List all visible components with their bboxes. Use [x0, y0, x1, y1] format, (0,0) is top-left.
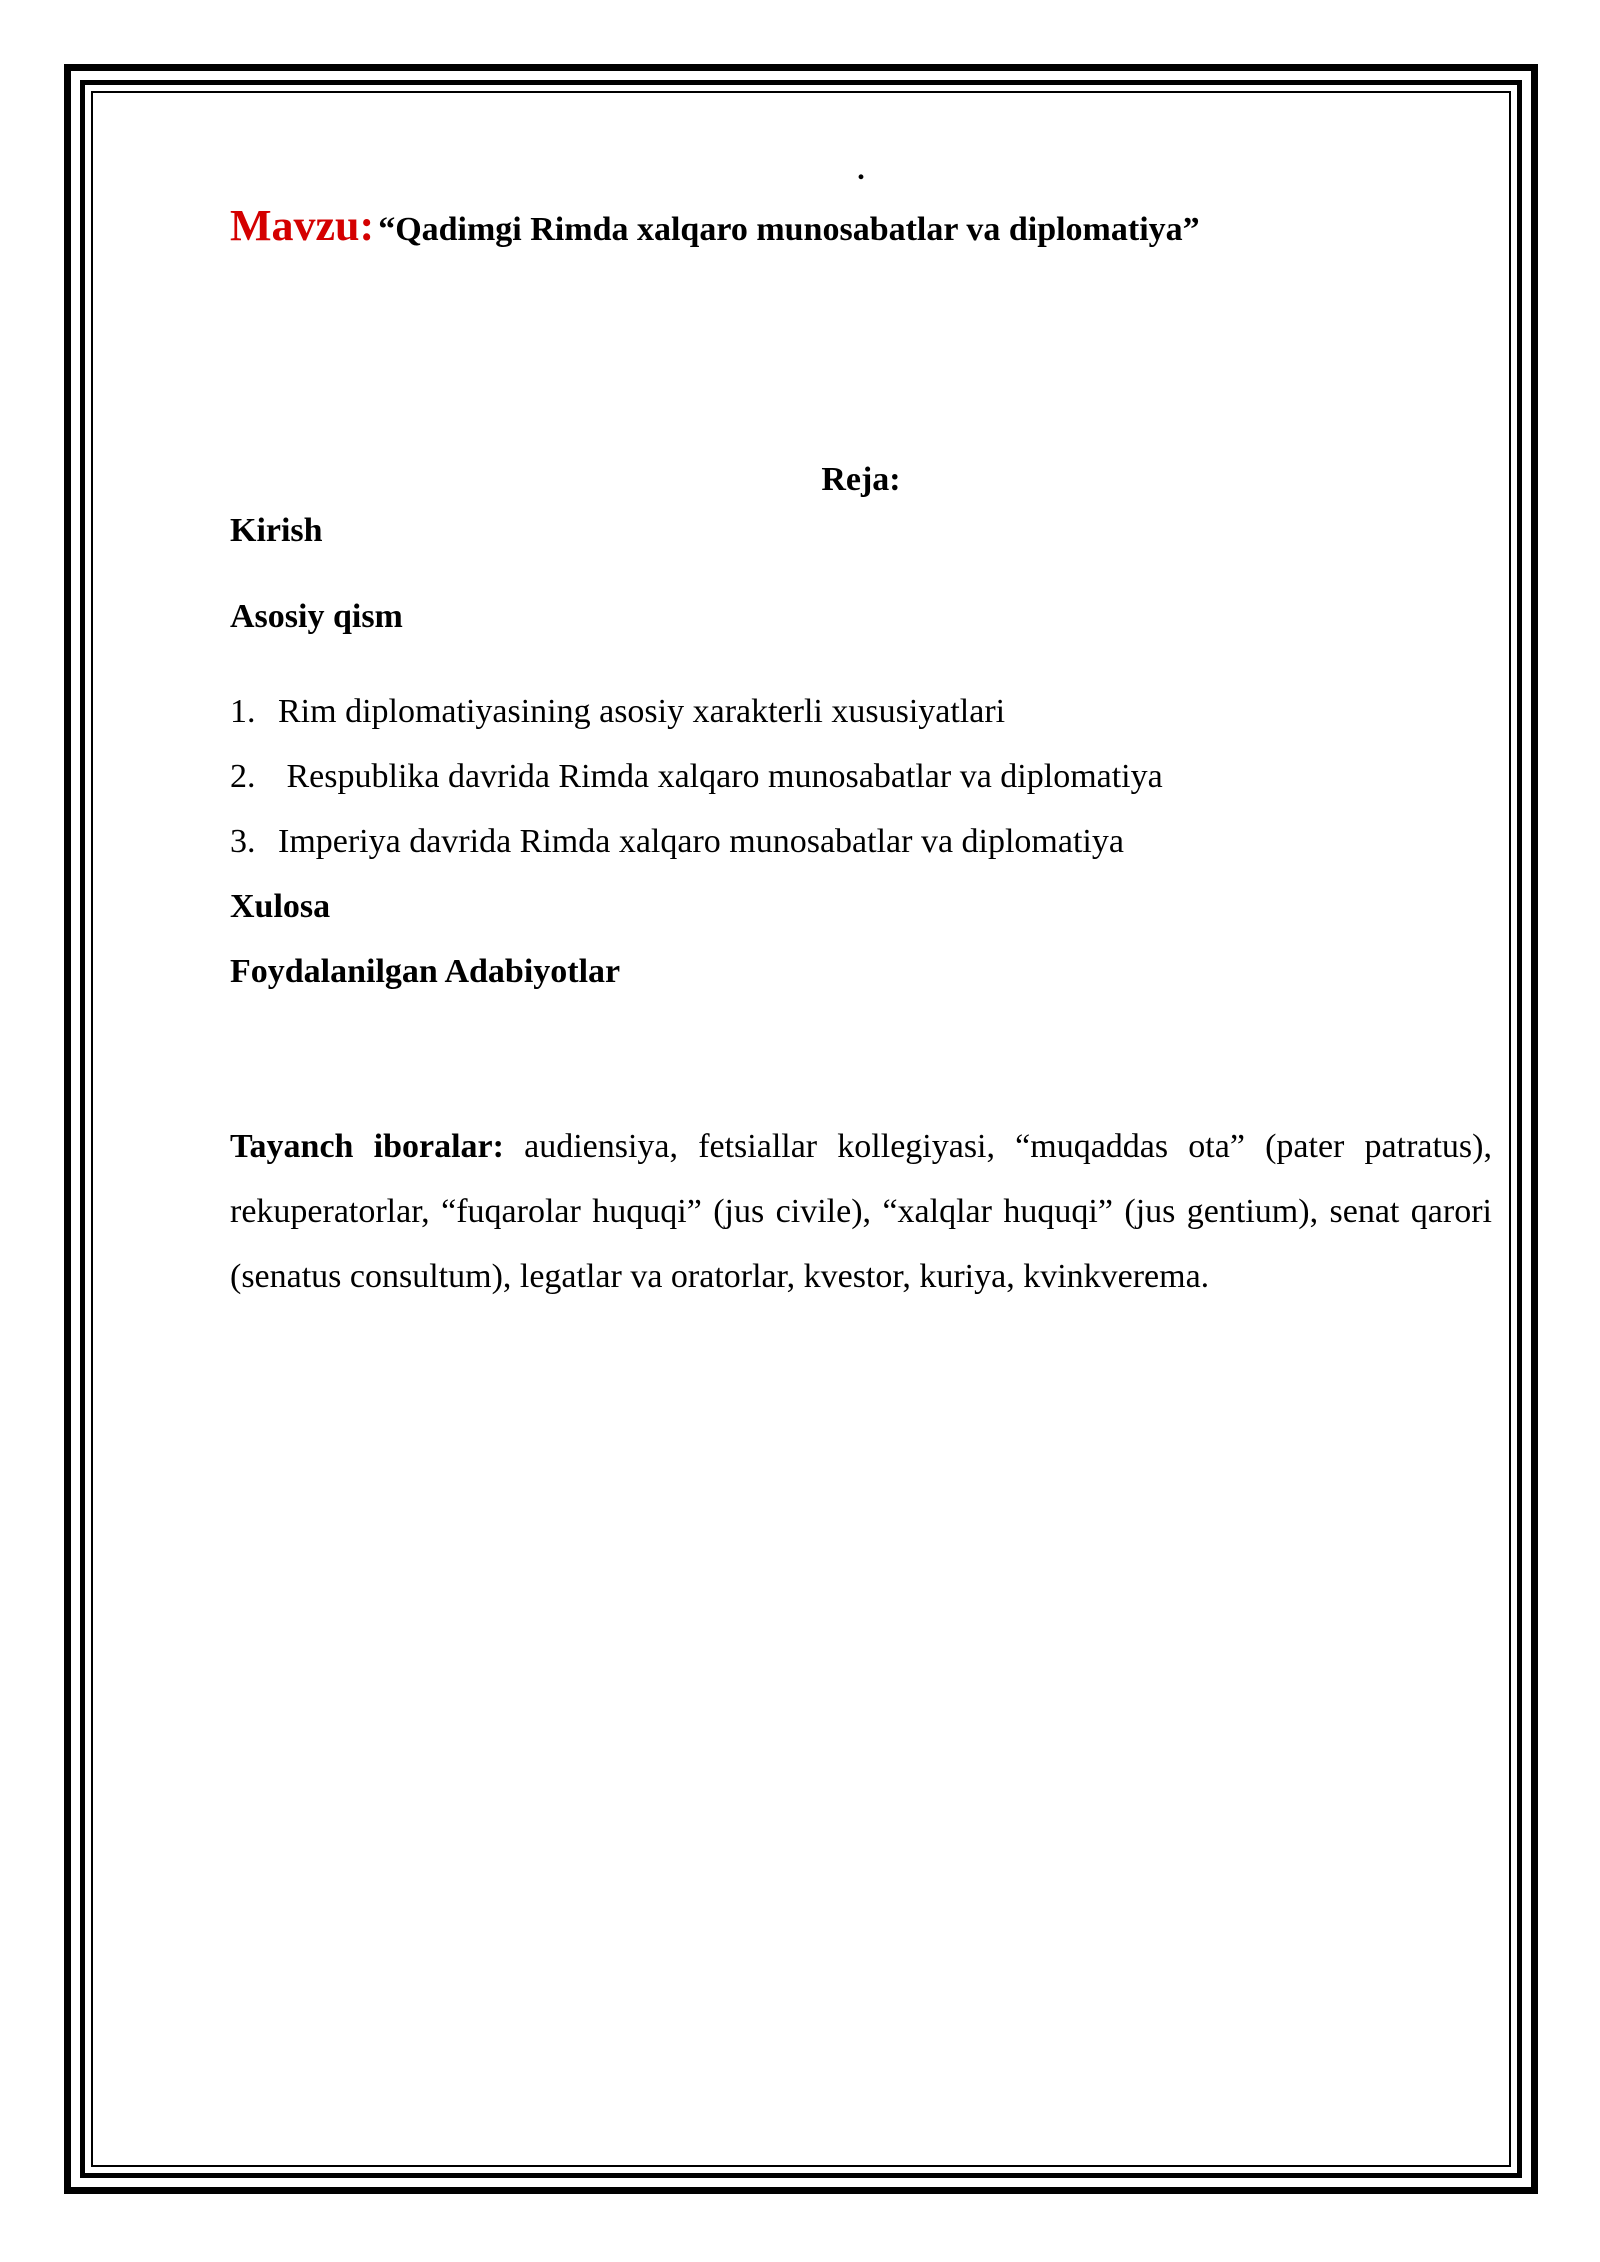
plan-item — [230, 809, 1492, 874]
document-title — [230, 200, 1492, 251]
keywords-paragraph — [230, 1114, 1492, 1309]
plan-item-number: 2. — [230, 758, 256, 795]
main-part-heading: Asosiy qism — [230, 598, 403, 635]
top-mark: . — [857, 153, 865, 186]
plan-heading: Reja: — [821, 461, 901, 498]
plan-item — [230, 679, 1492, 744]
plan-item-number: 1. — [230, 693, 256, 730]
plan-item-text: Rim diplomatiyasining asosiy xarakterli xususiyatlari — [278, 693, 1006, 730]
document-body — [230, 150, 1492, 1343]
intro-heading: Kirish — [230, 512, 323, 549]
plan-item — [230, 744, 1492, 809]
plan-list — [230, 679, 1492, 874]
conclusion-heading: Xulosa — [230, 888, 331, 925]
references-heading: Foydalanilgan Adabiyotlar — [230, 953, 621, 990]
title-label: Mavzu: — [230, 201, 375, 250]
plan-item-text: Respublika davrida Rimda xalqaro munosabatlar va diplomatiya — [278, 758, 1163, 795]
title-text: “Qadimgi Rimda xalqaro munosabatlar va diplomatiya” — [378, 211, 1200, 248]
plan-item-text: Imperiya davrida Rimda xalqaro munosabatlar va diplomatiya — [278, 823, 1124, 860]
plan-item-number: 3. — [230, 823, 256, 860]
keywords-label: Tayanch iboralar: — [230, 1128, 504, 1165]
keywords-text: audiensiya, fetsiallar kollegiyasi, “muqaddas ota” (pater patratus), rekuperatorlar, “fuqarolar huquqi” (jus civile), “xalqlar huquqi” (jus gentium), senat qarori (senatus consultum), legatlar va oratorlar, kvestor, kuriya, kvinkverema. — [230, 1128, 1492, 1295]
